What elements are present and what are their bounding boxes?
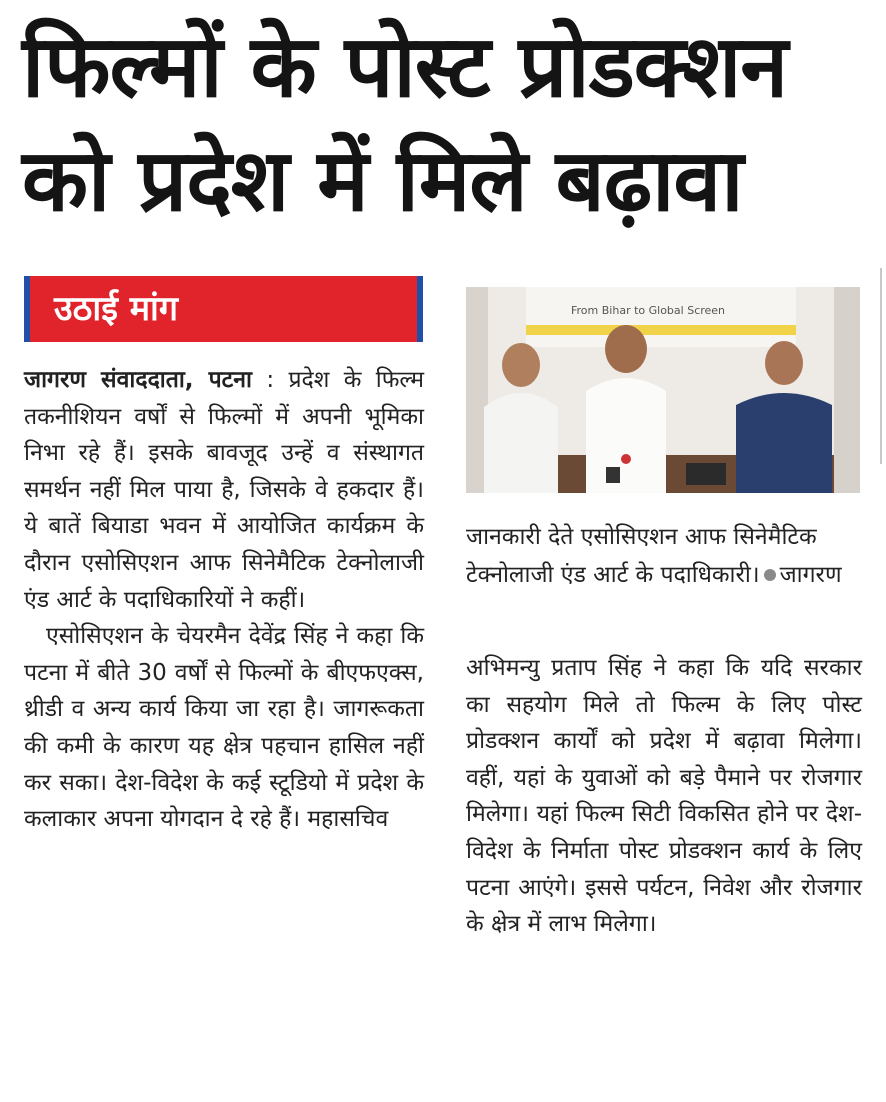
article-left-column bbox=[24, 362, 424, 838]
caption-text: जानकारी देते एसोसिएशन आफ सिनेमैटिक टेक्नोलाजी एंड आर्ट के पदाधिकारी। bbox=[466, 524, 817, 588]
article-paragraph-1: जागरण संवाददाता, पटना : प्रदेश के फिल्म तकनीशियन वर्षों से फिल्मों में अपनी भूमिका निभा रहे हैं। इसके बावजूद उन्हें व संस्थागत समर्थन नहीं मिल पाया है, जिसके वे हकदार हैं। ये बातें बियाडा भवन में आयोजित कार्यक्रम के दौरान एसोसिएशन आफ सिनेमैटिक टेक्नोलाजी एंड आर्ट के पदाधिकारियों ने कहीं। bbox=[24, 367, 425, 613]
section-banner bbox=[24, 276, 423, 342]
article-paragraph-3: अभिमन्यु प्रताप सिंह ने कहा कि यदि सरकार का सहयोग मिले तो फिल्म के लिए पोस्ट प्रोडक्शन कार्यों को प्रदेश में बढ़ावा मिलेगा। वहीं, यहां के युवाओं को बड़े पैमाने पर रोजगार मिलेगा। यहां फिल्म सिटी विकसित होने पर देश-विदेश के निर्माता पोस्ट प्रोडक्शन कार्य के लिए पटना आएंगे। इससे पर्यटन, निवेश और रोजगार के क्षेत्र में लाभ मिलेगा। bbox=[466, 655, 862, 938]
article-paragraph-1-text: प्रदेश के फिल्म तकनीशियन वर्षों से फिल्मों में अपनी भूमिका निभा रहे हैं। इसके बावजूद उन्हें व संस्थागत समर्थन नहीं मिल पाया है, जिसके वे हकदार हैं। ये बातें बियाडा भवन में आयोजित कार्यक्रम के दौरान एसोसिएशन आफ सिनेमैटिक टेक्नोलाजी एंड आर्ट के पदाधिकारियों ने कहीं। bbox=[24, 367, 425, 613]
caption-credit: जागरण bbox=[779, 562, 842, 588]
article-right-column bbox=[466, 650, 862, 943]
press-conference-image bbox=[466, 287, 860, 493]
byline: जागरण संवाददाता, पटना bbox=[24, 367, 252, 393]
banner-right-stripe bbox=[417, 276, 423, 342]
bullet-dot bbox=[764, 569, 776, 581]
photo-caption bbox=[466, 518, 862, 594]
headline bbox=[22, 10, 872, 238]
banner-left-stripe bbox=[24, 276, 30, 342]
photo-banner-text: From Bihar to Global Screen bbox=[571, 304, 726, 317]
banner-label: उठाई मांग bbox=[54, 289, 179, 329]
article-paragraph-2: एसोसिएशन के चेयरमैन देवेंद्र सिंह ने कहा कि पटना में बीते 30 वर्षों से फिल्मों के बीएफएक्स, थ्रीडी व अन्य कार्य किया जा रहा है। जागरूकता की कमी के कारण यह क्षेत्र पहचान हासिल नहीं कर सका। देश-विदेश के कई स्टूडियो में प्रदेश के कलाकार अपना योगदान दे रहे हैं। महासचिव bbox=[24, 623, 424, 833]
news-photo bbox=[466, 287, 860, 493]
headline-line-2: को प्रदेश में मिले बढ़ावा bbox=[22, 131, 743, 231]
page-edge-rule bbox=[880, 268, 882, 464]
headline-line-1: फिल्मों के पोस्ट प्रोडक्शन bbox=[22, 17, 788, 117]
